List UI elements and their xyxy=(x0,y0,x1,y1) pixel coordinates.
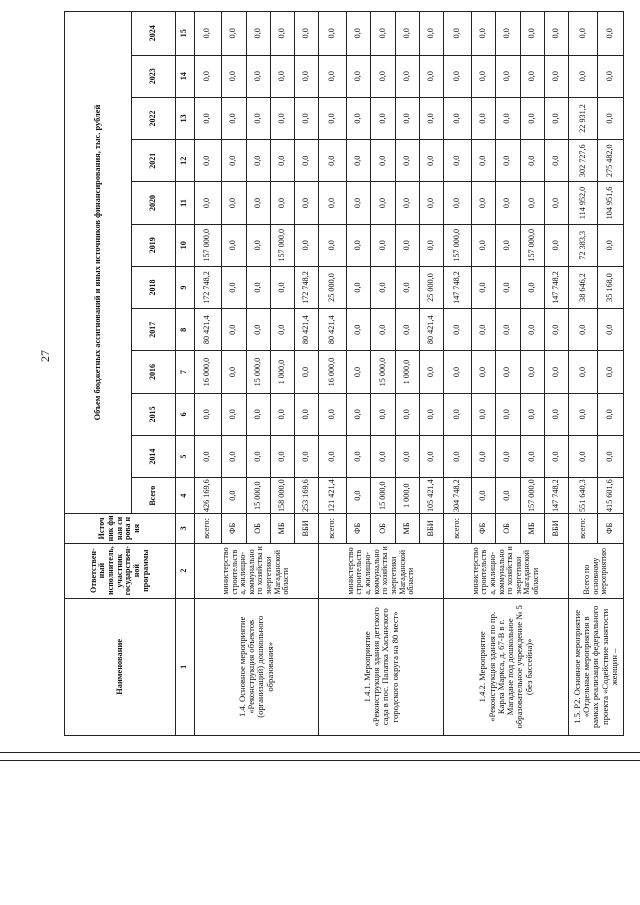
year-value: 0,0 xyxy=(472,309,496,351)
year-value: 0,0 xyxy=(371,97,395,139)
year-value: 16 000,0 xyxy=(194,351,222,393)
year-value: 0,0 xyxy=(520,435,544,477)
year-value: 0,0 xyxy=(246,393,270,435)
year-value: 0,0 xyxy=(496,224,520,266)
year-value: 0,0 xyxy=(371,266,395,308)
year-value: 0,0 xyxy=(319,393,347,435)
table-body xyxy=(65,12,624,736)
year-value: 0,0 xyxy=(194,393,222,435)
year-value: 0,0 xyxy=(270,55,294,97)
total-value: 0,0 xyxy=(347,478,371,514)
year-value: 0,0 xyxy=(444,309,472,351)
year-value: 0,0 xyxy=(569,309,598,351)
total-value: 121 421,4 xyxy=(319,478,347,514)
year-value: 0,0 xyxy=(496,55,520,97)
year-value: 0,0 xyxy=(395,12,419,56)
year-value: 0,0 xyxy=(444,140,472,182)
year-value: 0,0 xyxy=(347,266,371,308)
year-value: 0,0 xyxy=(569,393,598,435)
year-value: 0,0 xyxy=(194,435,222,477)
total-value: 0,0 xyxy=(496,478,520,514)
total-value: 15 000,0 xyxy=(371,478,395,514)
total-value: 304 748,2 xyxy=(444,478,472,514)
year-value: 0,0 xyxy=(347,393,371,435)
year-value: 0,0 xyxy=(444,393,472,435)
funding-source: всего: xyxy=(444,514,472,544)
year-value: 0,0 xyxy=(598,351,624,393)
year-value: 0,0 xyxy=(246,182,270,224)
table-row xyxy=(444,12,472,736)
year-value: 0,0 xyxy=(270,97,294,139)
year-value: 0,0 xyxy=(347,55,371,97)
year-value: 0,0 xyxy=(270,393,294,435)
year-value: 172 748,2 xyxy=(295,266,319,308)
year-value: 0,0 xyxy=(444,12,472,56)
header-funding: Объем бюджетных ассигнований и иных источников финансирования, тыс. рублей xyxy=(65,12,132,514)
year-value: 0,0 xyxy=(222,55,246,97)
year-value: 0,0 xyxy=(246,309,270,351)
year-value: 0,0 xyxy=(295,435,319,477)
item-executor: министерство строительств а, жилищно-коммунально го хозяйства и энергетики Магаданской области xyxy=(194,543,319,598)
year-value: 0,0 xyxy=(222,182,246,224)
year-value: 15 000,0 xyxy=(246,351,270,393)
year-value: 0,0 xyxy=(419,393,443,435)
year-value: 0,0 xyxy=(371,12,395,56)
year-value: 0,0 xyxy=(395,266,419,308)
item-name: 1.4.1. Мероприятие «Реконструкция здания детского сада в пос. Палатка Хасынского городского округа на 80 мест» xyxy=(319,598,444,735)
funding-source: всего: xyxy=(319,514,347,544)
header-year: 2024 xyxy=(132,12,176,56)
funding-source: всего: xyxy=(194,514,222,544)
year-value: 0,0 xyxy=(395,55,419,97)
year-value: 0,0 xyxy=(270,309,294,351)
year-value: 147 748,2 xyxy=(444,266,472,308)
year-value: 114 952,0 xyxy=(569,182,598,224)
header-year: 2016 xyxy=(132,351,176,393)
year-value: 0,0 xyxy=(246,12,270,56)
year-value: 0,0 xyxy=(270,266,294,308)
column-number: 15 xyxy=(176,12,195,56)
year-value: 0,0 xyxy=(520,182,544,224)
year-value: 0,0 xyxy=(472,224,496,266)
column-number: 2 xyxy=(176,543,195,598)
year-value: 80 421,4 xyxy=(194,309,222,351)
year-value: 302 727,6 xyxy=(569,140,598,182)
year-value: 0,0 xyxy=(472,97,496,139)
total-value: 551 640,3 xyxy=(569,478,598,514)
year-value: 0,0 xyxy=(295,140,319,182)
year-value: 0,0 xyxy=(319,224,347,266)
year-value: 0,0 xyxy=(194,12,222,56)
funding-source: МБ xyxy=(520,514,544,544)
year-value: 0,0 xyxy=(347,182,371,224)
year-value: 0,0 xyxy=(347,140,371,182)
funding-source: МБ xyxy=(395,514,419,544)
year-value: 0,0 xyxy=(270,140,294,182)
year-value: 0,0 xyxy=(544,97,568,139)
year-value: 0,0 xyxy=(419,140,443,182)
year-value: 0,0 xyxy=(222,266,246,308)
year-value: 0,0 xyxy=(496,266,520,308)
year-value: 0,0 xyxy=(395,435,419,477)
year-value: 157 000,0 xyxy=(194,224,222,266)
header-year: 2018 xyxy=(132,266,176,308)
year-value: 0,0 xyxy=(520,97,544,139)
table-row xyxy=(194,12,222,736)
year-value: 80 421,4 xyxy=(419,309,443,351)
year-value: 0,0 xyxy=(395,182,419,224)
year-value: 38 646,2 xyxy=(569,266,598,308)
year-value: 0,0 xyxy=(246,266,270,308)
year-value: 0,0 xyxy=(395,97,419,139)
funding-source: ВБИ xyxy=(419,514,443,544)
column-number: 12 xyxy=(176,140,195,182)
header-source: Источ ник финан сирова ния xyxy=(65,514,176,544)
year-value: 15 000,0 xyxy=(371,351,395,393)
item-name: 1.4.2. Мероприятие «Реконструкция здания по пр. Карла Маркса, д. 67-В в г. Магадане под дошкольное образовательное учреждение № 5 (без бассейна)» xyxy=(444,598,569,735)
year-value: 0,0 xyxy=(295,393,319,435)
funding-source: ФБ xyxy=(347,514,371,544)
page-divider xyxy=(0,760,640,761)
year-value: 0,0 xyxy=(295,224,319,266)
year-value: 0,0 xyxy=(194,182,222,224)
header-year: 2020 xyxy=(132,182,176,224)
header-year: 2019 xyxy=(132,224,176,266)
year-value: 0,0 xyxy=(496,97,520,139)
year-value: 0,0 xyxy=(419,182,443,224)
year-value: 0,0 xyxy=(544,182,568,224)
year-value: 0,0 xyxy=(444,55,472,97)
year-value: 25 000,0 xyxy=(419,266,443,308)
year-value: 0,0 xyxy=(347,224,371,266)
year-value: 0,0 xyxy=(496,12,520,56)
year-value: 0,0 xyxy=(419,435,443,477)
year-value: 0,0 xyxy=(598,393,624,435)
year-value: 0,0 xyxy=(295,55,319,97)
year-value: 0,0 xyxy=(319,55,347,97)
year-value: 0,0 xyxy=(347,97,371,139)
year-value: 104 951,6 xyxy=(598,182,624,224)
year-value: 0,0 xyxy=(472,393,496,435)
column-number: 7 xyxy=(176,351,195,393)
year-value: 0,0 xyxy=(395,140,419,182)
item-name: 1.5. Р2. Основное мероприятие «Отдельные мероприятия в рамках реализации федерального проекта «Содействие занятости женщин – xyxy=(569,598,624,735)
header-total: Всего xyxy=(132,478,176,514)
column-number: 10 xyxy=(176,224,195,266)
year-value: 0,0 xyxy=(569,55,598,97)
year-value: 0,0 xyxy=(246,97,270,139)
header-name: Наименование xyxy=(65,598,176,735)
item-name: 1.4. Основное мероприятие «Реконструкция объектов (организаций) дошкольного образования» xyxy=(194,598,319,735)
total-value: 157 000,0 xyxy=(520,478,544,514)
year-value: 0,0 xyxy=(444,351,472,393)
year-value: 0,0 xyxy=(419,351,443,393)
year-value: 0,0 xyxy=(496,140,520,182)
year-value: 0,0 xyxy=(246,435,270,477)
year-value: 0,0 xyxy=(347,309,371,351)
year-value: 0,0 xyxy=(319,182,347,224)
year-value: 0,0 xyxy=(371,182,395,224)
total-value: 147 748,2 xyxy=(544,478,568,514)
year-value: 0,0 xyxy=(496,351,520,393)
year-value: 0,0 xyxy=(472,182,496,224)
year-value: 0,0 xyxy=(544,140,568,182)
year-value: 0,0 xyxy=(222,309,246,351)
year-value: 0,0 xyxy=(598,55,624,97)
header-year: 2014 xyxy=(132,435,176,477)
column-number: 6 xyxy=(176,393,195,435)
year-value: 0,0 xyxy=(419,224,443,266)
year-value: 0,0 xyxy=(222,435,246,477)
year-value: 0,0 xyxy=(222,97,246,139)
year-value: 0,0 xyxy=(371,140,395,182)
year-value: 0,0 xyxy=(520,351,544,393)
year-value: 172 748,2 xyxy=(194,266,222,308)
year-value: 0,0 xyxy=(246,140,270,182)
funding-source: МБ xyxy=(270,514,294,544)
funding-source: ОБ xyxy=(371,514,395,544)
year-value: 0,0 xyxy=(598,435,624,477)
funding-source: ФБ xyxy=(472,514,496,544)
year-value: 72 383,3 xyxy=(569,224,598,266)
item-executor: министерство строительств а, жилищно-коммунально го хозяйства и энергетики Магаданской области xyxy=(319,543,444,598)
header-year: 2023 xyxy=(132,55,176,97)
funding-source: ВБИ xyxy=(295,514,319,544)
header-year: 2015 xyxy=(132,393,176,435)
column-number: 13 xyxy=(176,97,195,139)
year-value: 157 000,0 xyxy=(520,224,544,266)
year-value: 0,0 xyxy=(598,309,624,351)
year-value: 0,0 xyxy=(544,393,568,435)
year-value: 0,0 xyxy=(319,97,347,139)
year-value: 0,0 xyxy=(347,351,371,393)
year-value: 0,0 xyxy=(295,12,319,56)
total-value: 105 421,4 xyxy=(419,478,443,514)
year-value: 0,0 xyxy=(520,55,544,97)
year-value: 0,0 xyxy=(319,435,347,477)
year-value: 0,0 xyxy=(371,55,395,97)
year-value: 35 168,0 xyxy=(598,266,624,308)
year-value: 0,0 xyxy=(419,97,443,139)
year-value: 0,0 xyxy=(544,309,568,351)
year-value: 0,0 xyxy=(194,140,222,182)
year-value: 0,0 xyxy=(472,351,496,393)
item-executor: министерство строительств а, жилищно-коммунально го хозяйства и энергетики Магаданской области xyxy=(444,543,569,598)
year-value: 16 000,0 xyxy=(319,351,347,393)
item-executor: Всего по основному мероприятию xyxy=(569,543,624,598)
year-value: 0,0 xyxy=(444,97,472,139)
year-value: 0,0 xyxy=(270,182,294,224)
column-number: 4 xyxy=(176,478,195,514)
year-value: 0,0 xyxy=(544,224,568,266)
year-value: 0,0 xyxy=(496,182,520,224)
year-value: 0,0 xyxy=(496,435,520,477)
table-row xyxy=(569,12,598,736)
year-value: 0,0 xyxy=(371,309,395,351)
year-value: 0,0 xyxy=(520,393,544,435)
year-value: 0,0 xyxy=(472,435,496,477)
year-value: 0,0 xyxy=(544,435,568,477)
year-value: 0,0 xyxy=(395,393,419,435)
page-number: 27 xyxy=(38,350,52,362)
year-value: 0,0 xyxy=(496,393,520,435)
column-number: 5 xyxy=(176,435,195,477)
year-value: 275 482,0 xyxy=(598,140,624,182)
year-value: 0,0 xyxy=(295,351,319,393)
year-value: 0,0 xyxy=(222,224,246,266)
total-value: 1 000,0 xyxy=(395,478,419,514)
year-value: 80 421,4 xyxy=(319,309,347,351)
total-value: 415 601,6 xyxy=(598,478,624,514)
year-value: 0,0 xyxy=(395,224,419,266)
year-value: 0,0 xyxy=(472,140,496,182)
year-value: 0,0 xyxy=(569,351,598,393)
year-value: 1 000,0 xyxy=(270,351,294,393)
year-value: 0,0 xyxy=(222,351,246,393)
year-value: 0,0 xyxy=(319,12,347,56)
year-value: 0,0 xyxy=(444,182,472,224)
year-value: 0,0 xyxy=(569,435,598,477)
year-value: 0,0 xyxy=(444,435,472,477)
header-year: 2021 xyxy=(132,140,176,182)
year-value: 0,0 xyxy=(472,266,496,308)
year-value: 0,0 xyxy=(319,140,347,182)
year-value: 22 931,2 xyxy=(569,97,598,139)
header-year: 2022 xyxy=(132,97,176,139)
year-value: 0,0 xyxy=(544,55,568,97)
year-value: 0,0 xyxy=(520,12,544,56)
year-value: 0,0 xyxy=(347,12,371,56)
year-value: 1 000,0 xyxy=(395,351,419,393)
funding-source: ОБ xyxy=(496,514,520,544)
page-divider xyxy=(0,752,640,753)
year-value: 0,0 xyxy=(544,12,568,56)
year-value: 0,0 xyxy=(598,97,624,139)
year-value: 80 421,4 xyxy=(295,309,319,351)
year-value: 0,0 xyxy=(246,55,270,97)
funding-source: всего: xyxy=(569,514,598,544)
year-value: 157 000,0 xyxy=(444,224,472,266)
year-value: 0,0 xyxy=(419,55,443,97)
year-value: 25 000,0 xyxy=(319,266,347,308)
total-value: 253 169,6 xyxy=(295,478,319,514)
year-value: 0,0 xyxy=(347,435,371,477)
total-value: 15 000,0 xyxy=(246,478,270,514)
year-value: 0,0 xyxy=(222,12,246,56)
header-row-1 xyxy=(65,12,132,736)
year-value: 0,0 xyxy=(520,309,544,351)
column-number: 9 xyxy=(176,266,195,308)
year-value: 0,0 xyxy=(598,224,624,266)
table-row xyxy=(319,12,347,736)
column-number-row xyxy=(176,12,195,736)
year-value: 0,0 xyxy=(222,393,246,435)
year-value: 0,0 xyxy=(194,97,222,139)
year-value: 0,0 xyxy=(598,12,624,56)
column-number: 14 xyxy=(176,55,195,97)
year-value: 0,0 xyxy=(371,393,395,435)
year-value: 0,0 xyxy=(569,12,598,56)
column-number: 1 xyxy=(176,598,195,735)
year-value: 0,0 xyxy=(395,309,419,351)
total-value: 0,0 xyxy=(472,478,496,514)
total-value: 426 169,6 xyxy=(194,478,222,514)
year-value: 0,0 xyxy=(520,266,544,308)
header-year: 2017 xyxy=(132,309,176,351)
year-value: 0,0 xyxy=(222,140,246,182)
year-value: 0,0 xyxy=(295,97,319,139)
year-value: 0,0 xyxy=(371,224,395,266)
year-value: 0,0 xyxy=(544,351,568,393)
year-value: 0,0 xyxy=(520,140,544,182)
year-value: 0,0 xyxy=(270,12,294,56)
total-value: 0,0 xyxy=(222,478,246,514)
header-executor: Ответствен-ный исполнитель, участник государствен-ной программы xyxy=(65,543,176,598)
year-value: 0,0 xyxy=(246,224,270,266)
funding-source: ОБ xyxy=(246,514,270,544)
year-value: 0,0 xyxy=(496,309,520,351)
funding-source: ВБИ xyxy=(544,514,568,544)
total-value: 158 000,0 xyxy=(270,478,294,514)
funding-source: ФБ xyxy=(598,514,624,544)
year-value: 0,0 xyxy=(194,55,222,97)
year-value: 0,0 xyxy=(419,12,443,56)
year-value: 157 000,0 xyxy=(270,224,294,266)
year-value: 0,0 xyxy=(270,435,294,477)
column-number: 8 xyxy=(176,309,195,351)
column-number: 11 xyxy=(176,182,195,224)
year-value: 0,0 xyxy=(472,12,496,56)
year-value: 0,0 xyxy=(295,182,319,224)
year-value: 0,0 xyxy=(472,55,496,97)
year-value: 147 748,2 xyxy=(544,266,568,308)
rotated-table-container xyxy=(64,11,624,736)
funding-table xyxy=(64,11,624,736)
year-value: 0,0 xyxy=(371,435,395,477)
column-number: 3 xyxy=(176,514,195,544)
funding-source: ФБ xyxy=(222,514,246,544)
